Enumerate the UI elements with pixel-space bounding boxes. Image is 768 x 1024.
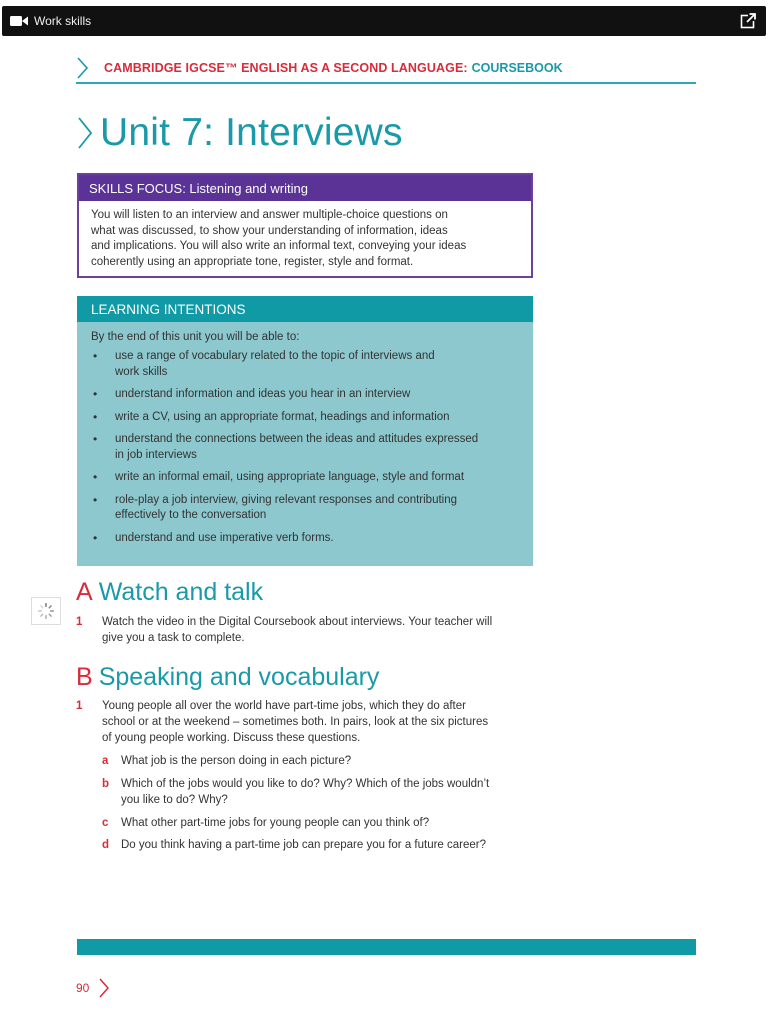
section-title: Watch and talk [98, 578, 264, 606]
sub-question-letter: d [102, 839, 110, 851]
sub-question-c [102, 815, 532, 831]
list-item: • understand and use imperative verb forms. [93, 530, 334, 545]
section-a-heading [76, 578, 263, 607]
page-number-text: 90 [76, 981, 90, 995]
question-number: 1 [76, 700, 83, 712]
text-line: and implications. You will also write an informal text, conveying your ideas [91, 240, 467, 252]
sub-question-text: What job is the person doing in each picture? [121, 755, 352, 767]
question-a1 [76, 614, 536, 646]
video-camera-icon [10, 15, 28, 27]
video-loading-spinner[interactable] [31, 597, 61, 625]
section-letter: A [76, 578, 93, 606]
section-b-heading [76, 663, 379, 692]
section-title: Speaking and vocabulary [98, 663, 380, 691]
text-line: coherently using an appropriate tone, register, style and format. [91, 255, 414, 268]
unit-heading [76, 108, 403, 158]
loading-icon [32, 598, 60, 624]
sub-question-a [102, 753, 532, 769]
skills-focus-box [77, 173, 533, 278]
book-series-title: CAMBRIDGE IGCSE™ ENGLISH AS A SECOND LANGUAGE: [104, 61, 468, 75]
list-item: • write an informal email, using appropriate language, style and format [93, 470, 465, 484]
chevron-right-icon[interactable] [99, 978, 109, 998]
section-letter: B [76, 663, 93, 691]
external-link-icon[interactable] [740, 13, 756, 29]
unit-title: Unit 7: Interviews [100, 111, 403, 154]
question-text: Watch the video in the Digital Coursebook about interviews. Your teacher will give you a task to complete. [102, 616, 493, 644]
skills-focus-heading: SKILLS FOCUS: Listening and writing [79, 175, 531, 201]
footer-bar [77, 939, 696, 955]
list-item: • role-play a job interview, giving relevant responses and contributing effectively to the conversation [93, 492, 458, 521]
learning-intentions-box [77, 296, 533, 566]
chevron-right-icon [76, 56, 90, 80]
chevron-right-icon [76, 115, 94, 151]
sub-question-letter: b [102, 778, 110, 790]
text-line: You will listen to an interview and answer multiple-choice questions on [91, 209, 448, 221]
learning-intro: By the end of this unit you will be able to: [91, 331, 300, 343]
list-item: • understand information and ideas you hear in an interview [93, 387, 411, 401]
skills-focus-text [79, 201, 531, 270]
sub-question-b [102, 776, 532, 808]
question-number: 1 [76, 616, 83, 628]
page-number [76, 978, 109, 998]
book-header [76, 54, 696, 84]
sub-question-d [102, 837, 532, 853]
sub-question-letter: c [102, 817, 109, 829]
sub-question-text: Do you think having a part-time job can prepare you for a future career? [121, 839, 487, 851]
sub-question-text: What other part-time jobs for young people can you think of? [121, 817, 430, 829]
learning-list [77, 349, 533, 546]
text-line: what was discussed, to show your understanding of information, ideas [91, 224, 448, 237]
book-type: COURSEBOOK [471, 61, 563, 75]
sub-question-text: Which of the jobs would you like to do? Why? Which of the jobs wouldn’t you like to do? Why? [121, 778, 490, 806]
sub-question-letter: a [102, 755, 109, 767]
list-item: • use a range of vocabulary related to the topic of interviews and work skills [93, 349, 435, 378]
top-bar [2, 6, 766, 36]
section-title: Work skills [34, 14, 92, 28]
learning-intentions-heading: LEARNING INTENTIONS [77, 296, 533, 322]
question-b1 [76, 698, 536, 746]
question-text: Young people all over the world have part-time jobs, which they do after school or at the weekend – sometimes both. In pairs, look at the six pictures of young people working. Discuss these questions. [102, 700, 489, 744]
list-item: • write a CV, using an appropriate format, headings and information [93, 409, 450, 424]
list-item: • understand the connections between the ideas and attitudes expressed in job interviews [93, 432, 479, 461]
